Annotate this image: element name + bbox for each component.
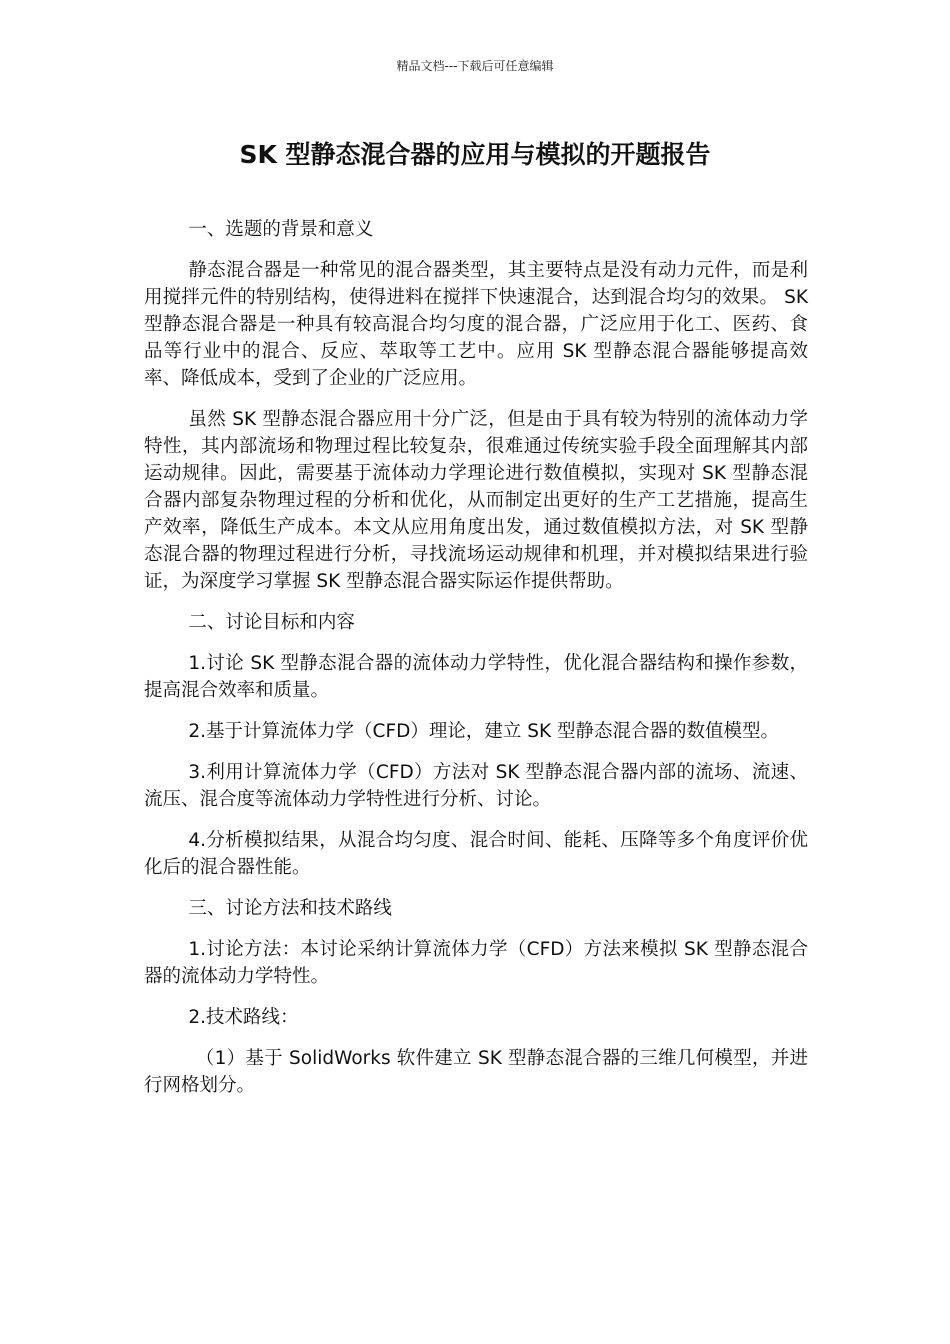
goal-item-4: 4.分析模拟结果，从混合均匀度、混合时间、能耗、压降等多个角度评价优化后的混合器性能。 <box>144 830 808 878</box>
paragraph-background-2: 虽然 SK 型静态混合器应用十分广泛，但是由于具有较为特别的流体动力学特性，其内部流场和物理过程比较复杂，很难通过传统实验手段全面理解其内部运动规律。因此，需要基于流体动力学理论进行数值模拟，实现对 SK 型静态混合器内部复杂物理过程的分析和优化，从而制定出更好的生产工艺措施，提高生产效率，降低生产成本。本文从应用角度出发，通过数值模拟方法，对 SK 型静态混合器的物理过程进行分析，寻找流场运动规律和机理，并对模拟结果进行验证，为深度学习掌握 SK 型静态混合器实际运作提供帮助。 <box>144 409 808 592</box>
section-heading-goals: 二、讨论目标和内容 <box>188 612 355 633</box>
document-body <box>144 216 808 1113</box>
page-header-note: 精品文档---下载后可任意编辑 <box>396 59 554 73</box>
method-item-2: 2.技术路线： <box>188 1007 299 1028</box>
section-heading-methods: 三、讨论方法和技术路线 <box>188 898 392 919</box>
paragraph-background-1: 静态混合器是一种常见的混合器类型，其主要特点是没有动力元件，而是利用搅拌元件的特别结构，使得进料在搅拌下快速混合，达到混合均匀的效果。 SK 型静态混合器是一种具有较高混合均匀度的混合器，广泛应用于化工、医药、食品等行业中的混合、反应、萃取等工艺中。应用 SK 型静态混合器能够提高效率、降低成本，受到了企业的广泛应用。 <box>144 260 808 389</box>
goal-item-1: 1.讨论 SK 型静态混合器的流体动力学特性，优化混合器结构和操作参数，提高混合效率和质量。 <box>144 653 808 701</box>
method-item-1: 1.讨论方法：本讨论采纳计算流体力学（CFD）方法来模拟 SK 型静态混合器的流体动力学特性。 <box>144 939 808 987</box>
goal-item-3: 3.利用计算流体力学（CFD）方法对 SK 型静态混合器内部的流场、流速、流压、混合度等流体动力学特性进行分析、讨论。 <box>144 762 808 810</box>
goal-item-2: 2.基于计算流体力学（CFD）理论，建立 SK 型静态混合器的数值模型。 <box>188 721 779 742</box>
document-title: SK 型静态混合器的应用与模拟的开题报告 <box>239 140 711 169</box>
section-heading-background: 一、选题的背景和意义 <box>188 219 374 240</box>
method-subitem-1: （1）基于 SolidWorks 软件建立 SK 型静态混合器的三维几何模型，并进行网格划分。 <box>144 1048 808 1096</box>
